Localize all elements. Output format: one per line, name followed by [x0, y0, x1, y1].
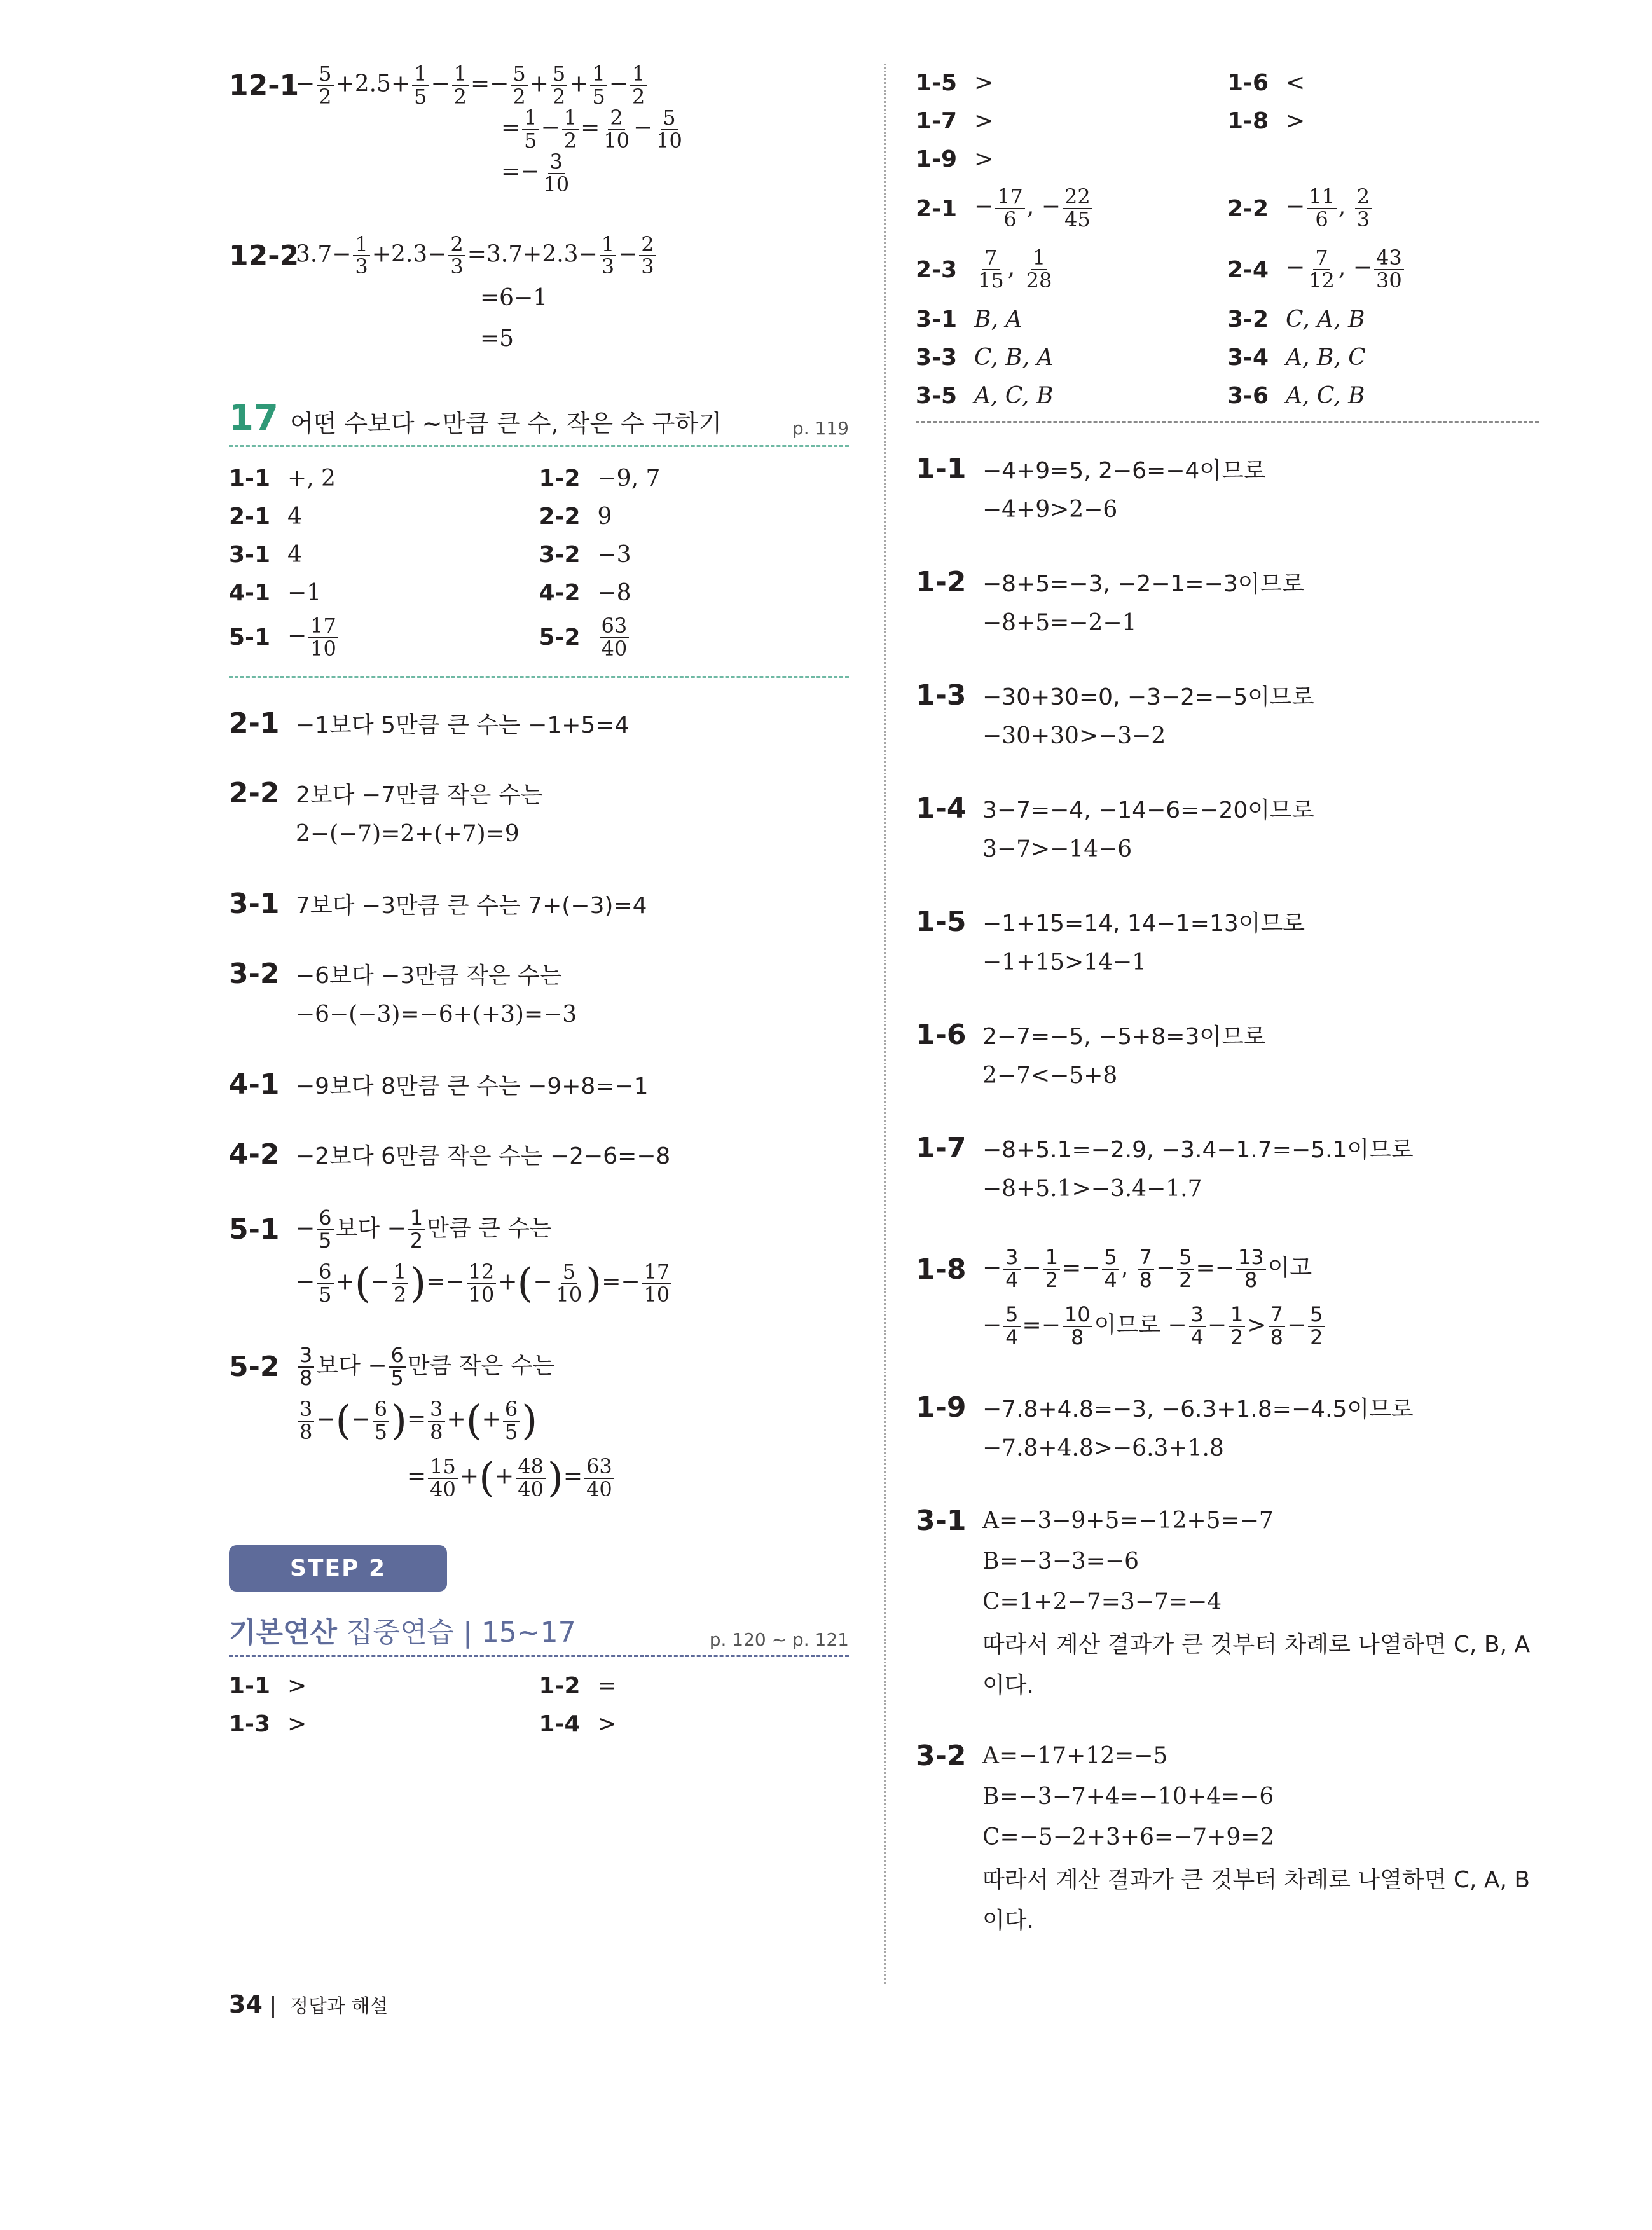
- page-reference: p. 119: [792, 417, 849, 439]
- answer-value: −8: [597, 580, 631, 607]
- explain-r-1-2: [916, 561, 1539, 643]
- page-footer: 34 | 정답과 해설: [229, 1990, 389, 2018]
- answer-value: +, 2: [287, 465, 336, 492]
- explain-r-1-7: [916, 1127, 1539, 1209]
- explanation-text: − $\frac{6}{5}$ 보다 − $\frac{1}{2}$ 만큼 큰 수는: [296, 1206, 552, 1253]
- problem-label: 4-2: [229, 1138, 280, 1171]
- explanation-text: −2보다 6만큼 작은 수는 −2−6=−8: [296, 1143, 671, 1170]
- explanation-text: 2보다 −7만큼 작은 수는: [296, 782, 543, 809]
- answer-label: 4-1: [229, 580, 271, 607]
- answer-label: 2-3: [916, 256, 958, 283]
- explain-r-1-3: [916, 675, 1539, 756]
- answer-label: 1-1: [229, 1673, 271, 1700]
- explanation-text: −4+9>2−6: [982, 496, 1118, 523]
- explain-r-1-8: [916, 1241, 1539, 1355]
- explanation-text: A=−17+12=−5: [982, 1742, 1168, 1769]
- answer-value: 9: [597, 504, 612, 530]
- step-2-section: [229, 1545, 849, 1744]
- explain-4-1: [229, 1064, 849, 1105]
- answer-label: 2-2: [1227, 195, 1269, 222]
- explanation-text: −6−(−3)=−6+(+3)=−3: [296, 1001, 577, 1028]
- problem-label: 3-2: [916, 1739, 967, 1772]
- problem-12-1: [229, 64, 849, 196]
- explanation-text: 2−7=−5, −5+8=3이므로: [982, 1023, 1266, 1050]
- equation-line: = $\frac{1}{5}$ − $\frac{1}{2}$ = $\frac{2}{10}$ − $\frac{5}{10}$: [501, 106, 682, 153]
- section-divider: [916, 421, 1539, 423]
- step-badge: STEP 2: [229, 1545, 447, 1592]
- explanation-text: B=−3−3=−6: [982, 1548, 1139, 1574]
- explanation-text: −9보다 8만큼 큰 수는 −9+8=−1: [296, 1073, 649, 1100]
- answer-value: >: [974, 69, 994, 96]
- answer-label: 1-9: [916, 146, 958, 172]
- problem-label: 12-1: [229, 69, 299, 102]
- equation-line: =6−1: [480, 285, 548, 312]
- answer-value: >: [287, 1673, 307, 1700]
- explanation-text: −30+30>−3−2: [982, 722, 1166, 749]
- answer-label: 3-4: [1227, 344, 1269, 371]
- problem-label: 1-5: [916, 905, 967, 938]
- answer-label: 1-2: [539, 465, 581, 492]
- explain-4-2: [229, 1134, 849, 1175]
- explanation-text: −30+30=0, −3−2=−5이므로: [982, 684, 1314, 710]
- explanation-text: 3−7=−4, −14−6=−20이므로: [982, 797, 1314, 823]
- problem-12-2: [229, 231, 849, 359]
- explanation-text: 2−(−7)=2+(+7)=9: [296, 821, 520, 848]
- explanation-text: 이다.: [982, 1672, 1034, 1698]
- explanation-text: −8+5=−2−1: [982, 609, 1137, 636]
- problem-label: 3-1: [916, 1504, 967, 1537]
- explanation-text: − $\frac{3}{4}$ − $\frac{1}{2}$ =− $\frac{5}{4}$ , $\frac{7}{8}$ − $\frac{5}{2}$ =− $\frac{13}{8}$ 이고: [982, 1245, 1312, 1292]
- answer-value: $\frac{7}{15}$ , $\frac{1}{28}$: [978, 245, 1052, 293]
- explanation-text: −8+5.1=−2.9, −3.4−1.7=−5.1이므로: [982, 1136, 1414, 1163]
- explanation-text: − $\frac{5}{4}$ =− $\frac{10}{8}$ 이므로 − $\frac{3}{4}$ − $\frac{1}{2}$ > $\frac{7}{8}$ − $\frac{5}{2}$: [982, 1304, 1326, 1348]
- answer-value: >: [287, 1711, 307, 1738]
- explain-2-2: [229, 773, 849, 855]
- answer-label: 1-6: [1227, 69, 1269, 96]
- explain-r-1-9: [916, 1387, 1539, 1468]
- explanation-text: −1+15=14, 14−1=13이므로: [982, 910, 1305, 937]
- problem-label: 1-1: [916, 452, 967, 485]
- equation-line: $\frac{3}{8}$ −(− $\frac{6}{5}$ )= $\frac{3}{8}$ +(+ $\frac{6}{5}$ ): [296, 1399, 537, 1443]
- answer-label: 3-5: [916, 382, 958, 409]
- explain-3-2: [229, 954, 849, 1035]
- answer-label: 1-7: [916, 107, 958, 134]
- explanation-text: 이다.: [982, 1907, 1034, 1934]
- explanation-text: 2−7<−5+8: [982, 1062, 1118, 1089]
- answer-value: C, B, A: [974, 344, 1054, 371]
- explain-5-1: [229, 1204, 849, 1312]
- answer-label: 1-5: [916, 69, 958, 96]
- problem-label: 4-1: [229, 1068, 280, 1101]
- answer-label: 3-3: [916, 344, 958, 371]
- explanation-text: B=−3−7+4=−10+4=−6: [982, 1783, 1274, 1810]
- answer-label: 3-2: [539, 542, 581, 568]
- right-column: [916, 64, 1539, 1977]
- explanation-text: 7보다 −3만큼 큰 수는 7+(−3)=4: [296, 893, 647, 919]
- practice-header: [229, 1609, 849, 1657]
- answer-label: 3-1: [229, 542, 271, 568]
- footer-text: 정답과 해설: [289, 1995, 389, 2018]
- answer-label: 2-1: [229, 504, 271, 530]
- column-divider: [884, 64, 886, 1984]
- page-number: 34: [229, 1990, 263, 2018]
- answer-label: 2-2: [539, 504, 581, 530]
- explanation-text: −4+9=5, 2−6=−4이므로: [982, 457, 1266, 484]
- answer-value: − $\frac{17}{6}$ , − $\frac{22}{45}$: [974, 186, 1094, 230]
- problem-label: 12-2: [229, 239, 299, 272]
- compare-answers: [916, 64, 1539, 415]
- answer-value: B, A: [974, 306, 1022, 333]
- problem-label: 1-7: [916, 1131, 967, 1164]
- section-divider: [229, 676, 849, 678]
- explanation-text: −1보다 5만큼 큰 수는 −1+5=4: [296, 712, 630, 739]
- answer-value: <: [1286, 69, 1305, 96]
- answer-label: 3-6: [1227, 382, 1269, 409]
- explanation-text: −8+5.1>−3.4−1.7: [982, 1175, 1202, 1202]
- problem-label: 2-1: [229, 707, 280, 740]
- answer-value: A, C, B: [974, 382, 1054, 409]
- explanation-text: 3−7>−14−6: [982, 836, 1132, 862]
- problem-label: 1-3: [916, 678, 967, 712]
- explain-r-1-6: [916, 1014, 1539, 1096]
- problem-label: 1-6: [916, 1018, 967, 1051]
- practice-title: 기본연산 집중연습 | 15~17: [229, 1616, 576, 1649]
- answer-value: − $\frac{11}{6}$ , $\frac{2}{3}$: [1286, 186, 1373, 230]
- explain-r-3-2: [916, 1735, 1539, 1939]
- answer-value: − $\frac{17}{10}$: [287, 616, 340, 659]
- answer-label: 1-2: [539, 1673, 581, 1700]
- equation-line: − $\frac{6}{5}$ +(− $\frac{1}{2}$ )=− $\frac{12}{10}$ +(− $\frac{5}{10}$ )=− $\frac{17}{10}$: [296, 1262, 673, 1305]
- explanation-text: 따라서 계산 결과가 큰 것부터 차례로 나열하면 C, B, A: [982, 1631, 1531, 1658]
- answer-value: −1: [287, 580, 322, 607]
- answer-value: A, B, C: [1286, 344, 1366, 371]
- problem-label: 1-4: [916, 792, 967, 825]
- page-reference: p. 120 ~ p. 121: [709, 1628, 849, 1650]
- answer-label: 3-1: [916, 306, 958, 333]
- answer-value: A, C, B: [1286, 382, 1365, 409]
- explain-r-1-5: [916, 901, 1539, 982]
- explanation-text: −7.8+4.8>−6.3+1.8: [982, 1435, 1224, 1461]
- equation-line: =− $\frac{3}{10}$: [501, 149, 570, 196]
- section-17-answers: [229, 460, 849, 663]
- answer-label: 1-8: [1227, 107, 1269, 134]
- problem-label: 5-1: [229, 1213, 280, 1246]
- explanation-text: A=−3−9+5=−12+5=−7: [982, 1507, 1274, 1534]
- problem-label: 1-2: [916, 565, 967, 598]
- explain-3-1: [229, 884, 849, 925]
- problem-label: 3-2: [229, 958, 280, 991]
- answer-label: 1-3: [229, 1711, 271, 1738]
- explain-2-1: [229, 703, 849, 744]
- explanation-text: C=−5−2+3+6=−7+9=2: [982, 1824, 1275, 1850]
- explanation-text: $\frac{3}{8}$ 보다 − $\frac{6}{5}$ 만큼 작은 수는: [296, 1345, 554, 1389]
- equation-line: 3.7− $\frac{1}{3}$ +2.3− $\frac{2}{3}$ =3.7+2.3− $\frac{1}{3}$ − $\frac{2}{3}$: [296, 234, 658, 278]
- explain-r-1-4: [916, 788, 1539, 869]
- equation-line: = $\frac{15}{40}$ +(+ $\frac{48}{40}$ )= $\frac{63}{40}$: [407, 1456, 616, 1500]
- answer-value: >: [974, 146, 994, 172]
- problem-label: 3-1: [229, 888, 280, 921]
- answer-value: =: [597, 1673, 617, 1700]
- answer-value: C, A, B: [1286, 306, 1365, 333]
- answer-value: >: [1286, 107, 1305, 134]
- explanation-text: −8+5=−3, −2−1=−3이므로: [982, 570, 1304, 597]
- answer-value: −9, 7: [597, 465, 661, 492]
- explain-r-3-1: [916, 1500, 1539, 1703]
- answer-value: >: [597, 1711, 617, 1738]
- answer-value: >: [974, 107, 994, 134]
- equation-line: − $\frac{5}{2}$ +2.5+ $\frac{1}{5}$ − $\frac{1}{2}$ =− $\frac{5}{2}$ + $\frac{5}{2}$ + $\frac{1}{5}$ − $\frac{1}{2}$: [296, 64, 649, 107]
- explanation-text: −7.8+4.8=−3, −6.3+1.8=−4.5이므로: [982, 1396, 1414, 1422]
- section-17-header: [229, 397, 849, 447]
- problem-label: 5-2: [229, 1351, 280, 1384]
- explain-r-1-1: [916, 448, 1539, 530]
- explanation-text: −6보다 −3만큼 작은 수는: [296, 963, 562, 989]
- answer-value: $\frac{63}{40}$: [598, 616, 631, 659]
- answer-label: 1-1: [229, 465, 271, 492]
- answer-label: 5-2: [539, 624, 581, 651]
- answer-label: 3-2: [1227, 306, 1269, 333]
- answer-label: 5-1: [229, 624, 271, 651]
- answer-value: 4: [287, 542, 302, 568]
- answer-label: 4-2: [539, 580, 581, 607]
- answer-value: − $\frac{7}{12}$ , − $\frac{43}{30}$: [1286, 247, 1406, 291]
- explanation-text: −1+15>14−1: [982, 949, 1147, 975]
- answer-value: 4: [287, 504, 302, 530]
- problem-label: 1-9: [916, 1391, 967, 1424]
- explanation-text: 따라서 계산 결과가 큰 것부터 차례로 나열하면 C, A, B: [982, 1866, 1531, 1893]
- section-title: 어떤 수보다 ~만큼 큰 수, 작은 수 구하기: [289, 409, 722, 437]
- explanation-text: C=1+2−7=3−7=−4: [982, 1588, 1222, 1615]
- problem-label: 2-2: [229, 777, 280, 810]
- answer-label: 1-4: [539, 1711, 581, 1738]
- left-column: [229, 64, 849, 1744]
- answer-label: 2-4: [1227, 256, 1269, 283]
- problem-label: 1-8: [916, 1253, 967, 1286]
- answer-label: 2-1: [916, 195, 958, 222]
- equation-line: =5: [480, 326, 514, 352]
- section-number: 17: [229, 397, 279, 439]
- answer-value: −3: [597, 542, 631, 568]
- explain-5-2: [229, 1342, 849, 1507]
